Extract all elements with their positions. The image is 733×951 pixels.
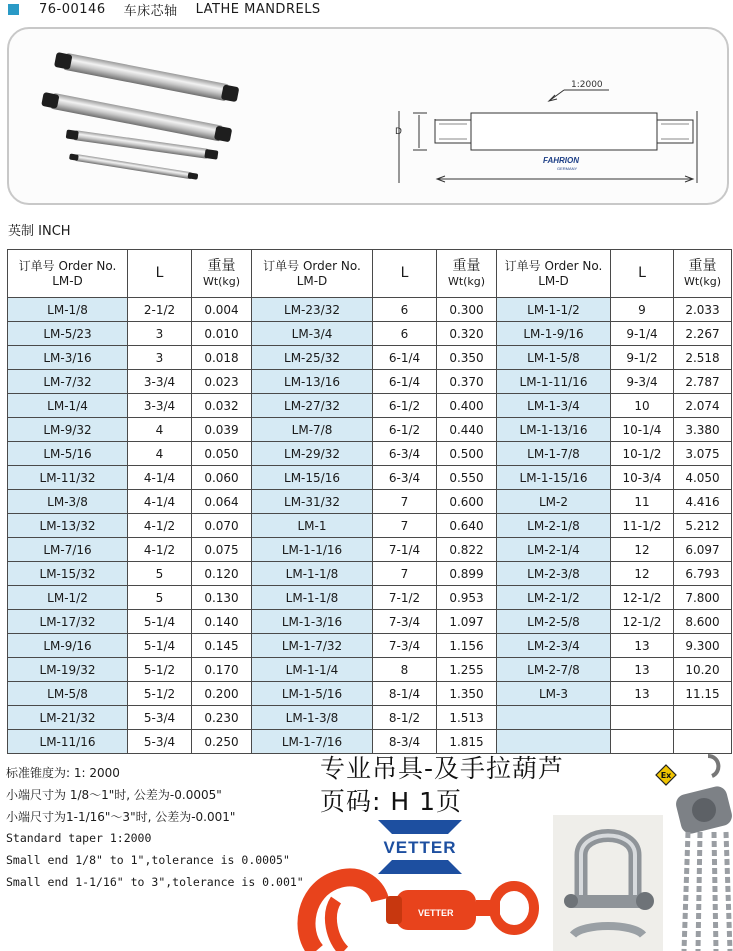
product-title-zh: 车床芯轴 [123,3,178,19]
cell-order: LM-1-5/16 [252,682,373,706]
cell-weight: 0.320 [437,322,497,346]
header-length: L [373,250,437,298]
cell-order: LM-31/32 [252,490,373,514]
cell-length: 2-1/2 [128,298,192,322]
cell-order: LM-1-3/8 [252,706,373,730]
cell-length: 10-3/4 [611,466,674,490]
cell-weight: 2.787 [674,370,732,394]
cell-order: LM-7/8 [252,418,373,442]
cell-weight: 0.075 [192,538,252,562]
table-row [8,562,732,586]
cell-order: LM-5/8 [8,682,128,706]
cell-order: LM-21/32 [8,706,128,730]
cell-weight: 4.050 [674,466,732,490]
cell-weight: 0.018 [192,346,252,370]
mandrels-illustration [9,29,729,205]
cell-weight [674,706,732,730]
cell-order [497,730,611,754]
cell-weight: 0.010 [192,322,252,346]
header-order-no: 订单号 Order No. LM-D [252,250,373,298]
cell-length: 5-1/4 [128,634,192,658]
cell-length: 8-3/4 [373,730,437,754]
cell-weight: 0.145 [192,634,252,658]
cell-order: LM-1/4 [8,394,128,418]
cell-weight [674,730,732,754]
cell-order: LM-11/16 [8,730,128,754]
cell-weight: 11.15 [674,682,732,706]
cell-weight: 0.230 [192,706,252,730]
cell-length: 7-3/4 [373,610,437,634]
taper-ratio-label: 1:2000 [571,80,603,90]
section-marker-icon [8,4,19,15]
cell-order: LM-9/16 [8,634,128,658]
cell-length: 6-3/4 [373,442,437,466]
cell-length: 7-1/2 [373,586,437,610]
cell-order: LM-1-1/8 [252,586,373,610]
table-row [8,466,732,490]
cell-order: LM-1/8 [8,298,128,322]
cell-length: 7 [373,490,437,514]
cell-length: 5-1/4 [128,610,192,634]
dimension-d-label: D [395,127,402,137]
note-tolerance-large-en: Small end 1-1/16" to 3",tolerance is 0.001" [6,874,304,889]
cell-order: LM-1-15/16 [497,466,611,490]
cell-length: 10-1/2 [611,442,674,466]
cell-length: 9 [611,298,674,322]
cell-weight: 1.350 [437,682,497,706]
cell-length: 3 [128,322,192,346]
cell-weight: 0.060 [192,466,252,490]
note-taper-en: Standard taper 1:2000 [6,831,152,846]
cell-order: LM-5/16 [8,442,128,466]
cell-weight: 0.440 [437,418,497,442]
fahrion-logo: FAHRION [543,156,579,165]
cell-order: LM-15/16 [252,466,373,490]
cell-weight: 0.550 [437,466,497,490]
cell-order: LM-2-3/4 [497,634,611,658]
note-tolerance-small-zh: 小端尺寸为 1/8～1"时, 公差为-0.0005" [6,787,222,802]
cell-weight: 0.953 [437,586,497,610]
cell-order: LM-3/16 [8,346,128,370]
cell-weight: 0.170 [192,658,252,682]
cell-length: 9-1/2 [611,346,674,370]
cell-weight: 3.380 [674,418,732,442]
cell-order: LM-9/32 [8,418,128,442]
cell-weight: 0.039 [192,418,252,442]
cell-length: 6-1/4 [373,370,437,394]
cell-order: LM-1-3/16 [252,610,373,634]
table-row [8,346,732,370]
table-row [8,322,732,346]
cell-order: LM-23/32 [252,298,373,322]
cell-order: LM-19/32 [8,658,128,682]
table-row [8,514,732,538]
cell-weight: 0.140 [192,610,252,634]
header-weight: 重量 Wt(kg) [192,250,252,298]
cell-order: LM-7/32 [8,370,128,394]
cell-weight: 0.899 [437,562,497,586]
cell-length: 5-1/2 [128,658,192,682]
cell-order: LM-3/4 [252,322,373,346]
cell-weight: 0.400 [437,394,497,418]
cell-length: 4-1/2 [128,514,192,538]
cell-weight: 4.416 [674,490,732,514]
cell-weight: 0.120 [192,562,252,586]
fahrion-logo-sub: GERMANY [557,166,578,171]
cell-length: 11 [611,490,674,514]
cell-length: 6-1/2 [373,394,437,418]
cell-order: LM-3 [497,682,611,706]
cell-length: 11-1/2 [611,514,674,538]
cell-order: LM-7/16 [8,538,128,562]
cell-weight: 2.033 [674,298,732,322]
cell-weight: 3.075 [674,442,732,466]
cell-order: LM-2 [497,490,611,514]
cell-order: LM-15/32 [8,562,128,586]
cell-length: 6 [373,322,437,346]
cell-order: LM-2-1/2 [497,586,611,610]
cell-order: LM-25/32 [252,346,373,370]
cell-order: LM-2-3/8 [497,562,611,586]
cell-length: 13 [611,682,674,706]
cell-length: 5 [128,562,192,586]
cell-order: LM-5/23 [8,322,128,346]
cell-length: 9-3/4 [611,370,674,394]
cell-length: 3-3/4 [128,394,192,418]
cell-length: 9-1/4 [611,322,674,346]
table-header-row [8,250,732,298]
cell-order: LM-2-1/8 [497,514,611,538]
vetter-logo: VETTER [383,838,457,857]
cell-weight: 2.074 [674,394,732,418]
cell-length: 12-1/2 [611,586,674,610]
cell-weight: 1.513 [437,706,497,730]
cell-order: LM-17/32 [8,610,128,634]
table-row [8,658,732,682]
cell-order: LM-1-7/16 [252,730,373,754]
cell-weight: 0.064 [192,490,252,514]
cell-length: 7-3/4 [373,634,437,658]
cell-weight: 9.300 [674,634,732,658]
cell-order: LM-1 [252,514,373,538]
mandrel-photo-4 [69,153,198,180]
table-row [8,610,732,634]
cell-weight: 0.500 [437,442,497,466]
ad-title: 专业吊具-及手拉葫芦 [320,754,565,783]
cell-length: 6-1/2 [373,418,437,442]
cell-length: 7-1/4 [373,538,437,562]
cell-weight: 0.250 [192,730,252,754]
cell-order: LM-1-1/4 [252,658,373,682]
cell-weight: 0.032 [192,394,252,418]
cell-weight: 8.600 [674,610,732,634]
cell-order: LM-29/32 [252,442,373,466]
cell-length: 4 [128,442,192,466]
table-row [8,538,732,562]
table-row [8,634,732,658]
cell-weight: 0.640 [437,514,497,538]
cell-length: 7 [373,562,437,586]
product-image-panel [7,27,729,205]
cell-order: LM-1-9/16 [497,322,611,346]
table-row [8,682,732,706]
table-row [8,418,732,442]
cell-order: LM-3/8 [8,490,128,514]
cell-order: LM-1-13/16 [497,418,611,442]
cell-weight: 0.050 [192,442,252,466]
header-length: L [611,250,674,298]
cell-weight: 0.070 [192,514,252,538]
cell-weight: 0.822 [437,538,497,562]
cell-order: LM-1-5/8 [497,346,611,370]
cell-weight: 0.004 [192,298,252,322]
cell-order: LM-27/32 [252,394,373,418]
cell-order: LM-1-3/4 [497,394,611,418]
cell-length: 3 [128,346,192,370]
cell-length [611,730,674,754]
cell-length: 6-1/4 [373,346,437,370]
mandrel-photo-1 [54,51,240,103]
table-row [8,394,732,418]
header-weight: 重量 Wt(kg) [674,250,732,298]
product-title-en: LATHE MANDRELS [195,1,321,17]
cell-length: 12-1/2 [611,610,674,634]
cell-length: 8-1/2 [373,706,437,730]
cell-order: LM-1-7/32 [252,634,373,658]
cell-length: 4 [128,418,192,442]
cell-order: LM-13/32 [8,514,128,538]
cell-weight: 6.097 [674,538,732,562]
cell-weight: 0.200 [192,682,252,706]
cell-length: 10-1/4 [611,418,674,442]
table-row [8,490,732,514]
cell-order: LM-2-7/8 [497,658,611,682]
cell-length: 4-1/4 [128,490,192,514]
note-taper-zh: 标准锥度为: 1: 2000 [6,766,120,780]
cell-length: 13 [611,658,674,682]
cell-order: LM-13/16 [252,370,373,394]
cell-order: LM-2-1/4 [497,538,611,562]
cell-order: LM-1-1/16 [252,538,373,562]
cell-length: 3-3/4 [128,370,192,394]
cell-weight: 0.370 [437,370,497,394]
cell-length: 7 [373,514,437,538]
table-row [8,586,732,610]
table-row [8,298,732,322]
cell-weight: 0.350 [437,346,497,370]
cell-order: LM-1-7/8 [497,442,611,466]
cell-length: 4-1/2 [128,538,192,562]
cell-weight: 2.518 [674,346,732,370]
cell-length: 10 [611,394,674,418]
note-tolerance-large-zh: 小端尺寸为1-1/16"～3"时, 公差为-0.001" [6,809,236,824]
cell-length: 4-1/4 [128,466,192,490]
header-length: L [128,250,192,298]
table-row [8,370,732,394]
header-order-no: 订单号 Order No. LM-D [8,250,128,298]
cell-length: 12 [611,538,674,562]
cell-length: 6 [373,298,437,322]
shackle-image [553,815,663,951]
cell-order: LM-1-1/2 [497,298,611,322]
cell-length: 5-3/4 [128,706,192,730]
cell-weight: 10.20 [674,658,732,682]
table-row [8,730,732,754]
product-code: 76-00146 [39,1,106,17]
svg-text:VETTER: VETTER [418,908,454,918]
cell-weight: 1.097 [437,610,497,634]
table-row [8,706,732,730]
cell-order: LM-1/2 [8,586,128,610]
cell-length: 5-1/2 [128,682,192,706]
header-order-no: 订单号 Order No. LM-D [497,250,611,298]
cell-length: 5 [128,586,192,610]
cell-length: 6-3/4 [373,466,437,490]
cell-length: 12 [611,562,674,586]
cell-order [497,706,611,730]
cell-order: LM-1-11/16 [497,370,611,394]
cell-weight: 0.600 [437,490,497,514]
cell-weight: 0.023 [192,370,252,394]
cell-length: 8 [373,658,437,682]
cell-length: 5-3/4 [128,730,192,754]
cell-order: LM-11/32 [8,466,128,490]
cell-weight: 1.815 [437,730,497,754]
header-weight: 重量 Wt(kg) [437,250,497,298]
cell-length [611,706,674,730]
taper-notes [6,763,304,894]
mandrel-spec-table [7,249,732,754]
cell-weight: 2.267 [674,322,732,346]
cell-weight: 5.212 [674,514,732,538]
cell-length: 8-1/4 [373,682,437,706]
cell-weight: 0.130 [192,586,252,610]
cell-weight: 1.255 [437,658,497,682]
cell-weight: 0.300 [437,298,497,322]
cell-weight: 7.800 [674,586,732,610]
svg-text:Ex: Ex [660,771,672,780]
cell-order: LM-1-1/8 [252,562,373,586]
cell-weight: 1.156 [437,634,497,658]
unit-label: 英制 INCH [8,224,71,239]
mandrel-technical-drawing [399,90,697,183]
cell-order: LM-2-5/8 [497,610,611,634]
table-body [8,298,732,754]
ad-page-number: 页码: H 1页 [320,787,463,816]
orange-hook-image [296,860,548,951]
cell-weight: 6.793 [674,562,732,586]
page-header [8,0,321,18]
table-row [8,442,732,466]
note-tolerance-small-en: Small end 1/8" to 1",tolerance is 0.0005" [6,853,290,868]
chain-hoist-image [664,752,733,951]
cell-length: 13 [611,634,674,658]
